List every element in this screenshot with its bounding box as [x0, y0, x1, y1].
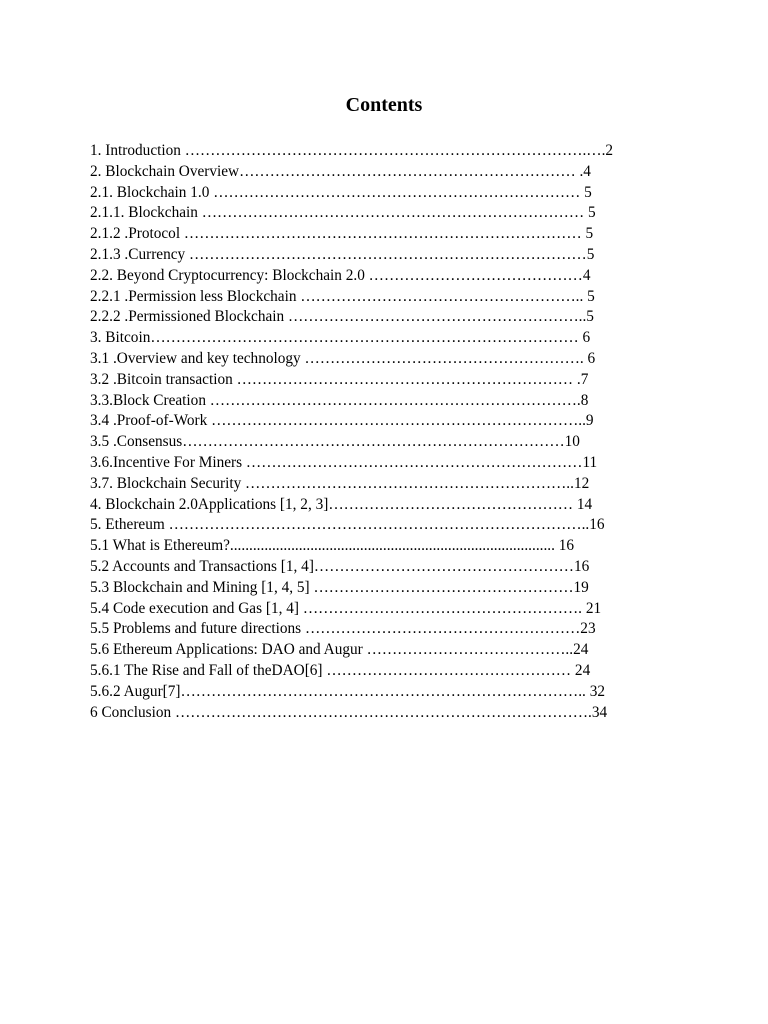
toc-entry: 5. Ethereum ………………………………………………………………………..16 — [90, 516, 605, 534]
toc-entry: 5.1 What is Ethereum?..................................................................................... 16 — [90, 537, 575, 555]
toc-entry: 5.6.1 The Rise and Fall of theDAO[6] ………………………………………… 24 — [90, 661, 591, 679]
toc-entry: 3.7. Blockchain Security ………………………………………………………..12 — [90, 474, 590, 492]
toc-entry: 2.2. Beyond Cryptocurrency: Blockchain 2.0 ……………………………………4 — [90, 266, 591, 284]
toc-entry: 3.5 .Consensus…………………………………………………………………10 — [90, 433, 580, 451]
table-of-contents — [90, 141, 613, 723]
toc-entry: 2.1.1. Blockchain ………………………………………………………………… 5 — [90, 204, 596, 222]
toc-entry: 5.4 Code execution and Gas [1, 4] ………………………………………………. 21 — [90, 599, 602, 617]
toc-entry: 5.6.2 Augur[7]…………………………………………………………………….. 32 — [90, 682, 605, 700]
toc-entry: 3.3.Block Creation ……………………………………………………………….8 — [90, 391, 589, 409]
toc-entry: 2.1.3 .Currency ……………………………………………………………………5 — [90, 245, 595, 263]
toc-entry: 2.1. Blockchain 1.0 ……………………………………………………………… 5 — [90, 183, 592, 201]
toc-entry: 2. Blockchain Overview………………………………………………………… .4 — [90, 162, 591, 180]
toc-entry: 1. Introduction …………………………………………………………………….….2 — [90, 142, 614, 159]
toc-entry: 3. Bitcoin………………………………………………………………………… 6 — [90, 329, 591, 347]
toc-entry: 5.2 Accounts and Transactions [1, 4]……………………………………………16 — [90, 557, 590, 575]
toc-entry: 6 Conclusion ……………………………………………………………………….34 — [90, 703, 608, 721]
toc-entry: 3.2 .Bitcoin transaction ………………………………………………………… .7 — [90, 370, 589, 388]
toc-entry: 3.4 .Proof-of-Work ………………………………………………………………..9 — [90, 412, 594, 430]
page-title: Contents — [345, 94, 423, 116]
toc-entry: 2.1.2 .Protocol …………………………………………………………………… 5 — [90, 225, 594, 243]
toc-entry: 3.1 .Overview and key technology ………………………………………………. 6 — [90, 349, 596, 367]
toc-entry: 2.2.2 .Permissioned Blockchain …………………………………………………..5 — [90, 308, 594, 326]
toc-entry: 5.3 Blockchain and Mining [1, 4, 5] ……………………………………………19 — [90, 578, 589, 596]
toc-entry: 2.2.1 .Permission less Blockchain ……………………………………………….. 5 — [90, 287, 595, 305]
toc-entry: 4. Blockchain 2.0Applications [1, 2, 3]………………………………………… 14 — [90, 495, 593, 513]
toc-entry: 3.6.Incentive For Miners …………………………………………………………11 — [90, 453, 598, 471]
toc-entry: 5.6 Ethereum Applications: DAO and Augur …………………………………..24 — [90, 641, 589, 659]
toc-entry: 5.5 Problems and future directions ………………………………………………23 — [90, 620, 596, 638]
